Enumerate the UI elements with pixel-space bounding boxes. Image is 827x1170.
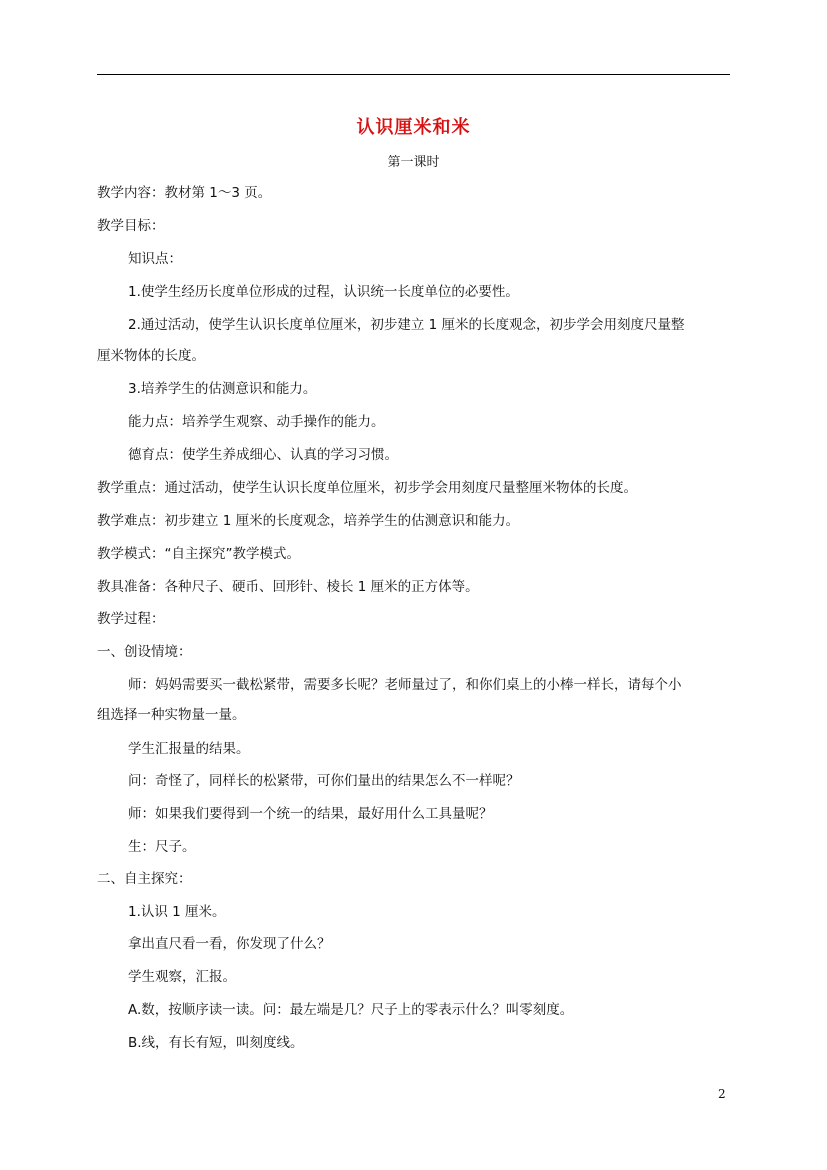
document-subtitle: 第一课时 (387, 155, 440, 170)
paragraph-line: 3.培养学生的估测意识和能力。 (128, 381, 317, 397)
paragraph-line: 学生观察，汇报。 (128, 969, 236, 985)
paragraph-line: 教学模式：“自主探究”教学模式。 (97, 546, 300, 562)
paragraph-line: 1.使学生经历长度单位形成的过程，认识统一长度单位的必要性。 (128, 284, 519, 300)
paragraph-line: B.线，有长有短，叫刻度线。 (128, 1035, 304, 1051)
section-heading: 二、自主探究： (97, 871, 192, 887)
paragraph-line: 教学重点：通过活动，使学生认识长度单位厘米，初步学会用刻度尺量整厘米物体的长度。 (97, 480, 637, 496)
paragraph-line: 1.认识 1 厘米。 (128, 904, 226, 920)
header-rule (97, 74, 730, 75)
document-title: 认识厘米和米 (356, 117, 471, 138)
paragraph-line: 教学内容：教材第 1～3 页。 (97, 185, 272, 201)
paragraph-line: 能力点：培养学生观察、动手操作的能力。 (128, 414, 385, 430)
paragraph-line: 知识点： (128, 251, 182, 267)
paragraph-line: 德育点：使学生养成细心、认真的学习习惯。 (128, 447, 398, 463)
paragraph-line: 教具准备：各种尺子、硬币、回形针、棱长 1 厘米的正方体等。 (97, 579, 479, 595)
paragraph-line: 拿出直尺看一看，你发现了什么？ (128, 936, 331, 952)
paragraph-line: 学生汇报量的结果。 (128, 741, 250, 757)
paragraph-line: 2.通过活动，使学生认识长度单位厘米，初步建立 1 厘米的长度观念，初步学会用刻度尺量整 (128, 317, 685, 333)
paragraph-line: 厘米物体的长度。 (97, 348, 205, 364)
paragraph-line: A.数，按顺序读一读。问：最左端是几？尺子上的零表示什么？叫零刻度。 (128, 1002, 574, 1018)
paragraph-line: 问：奇怪了，同样长的松紧带，可你们量出的结果怎么不一样呢？ (128, 773, 520, 789)
paragraph-line: 教学目标： (97, 218, 165, 234)
paragraph-line: 组选择一种实物量一量。 (97, 707, 246, 723)
section-heading: 一、创设情境： (97, 644, 192, 660)
paragraph-line: 教学难点：初步建立 1 厘米的长度观念，培养学生的估测意识和能力。 (97, 513, 520, 529)
page-number: 2 (718, 1087, 726, 1101)
paragraph-line: 师：如果我们要得到一个统一的结果，最好用什么工具量呢？ (128, 806, 493, 822)
paragraph-line: 教学过程： (97, 611, 165, 627)
paragraph-line: 师：妈妈需要买一截松紧带，需要多长呢？老师量过了，和你们桌上的小棒一样长，请每个小 (128, 677, 682, 693)
paragraph-line: 生：尺子。 (128, 839, 196, 855)
